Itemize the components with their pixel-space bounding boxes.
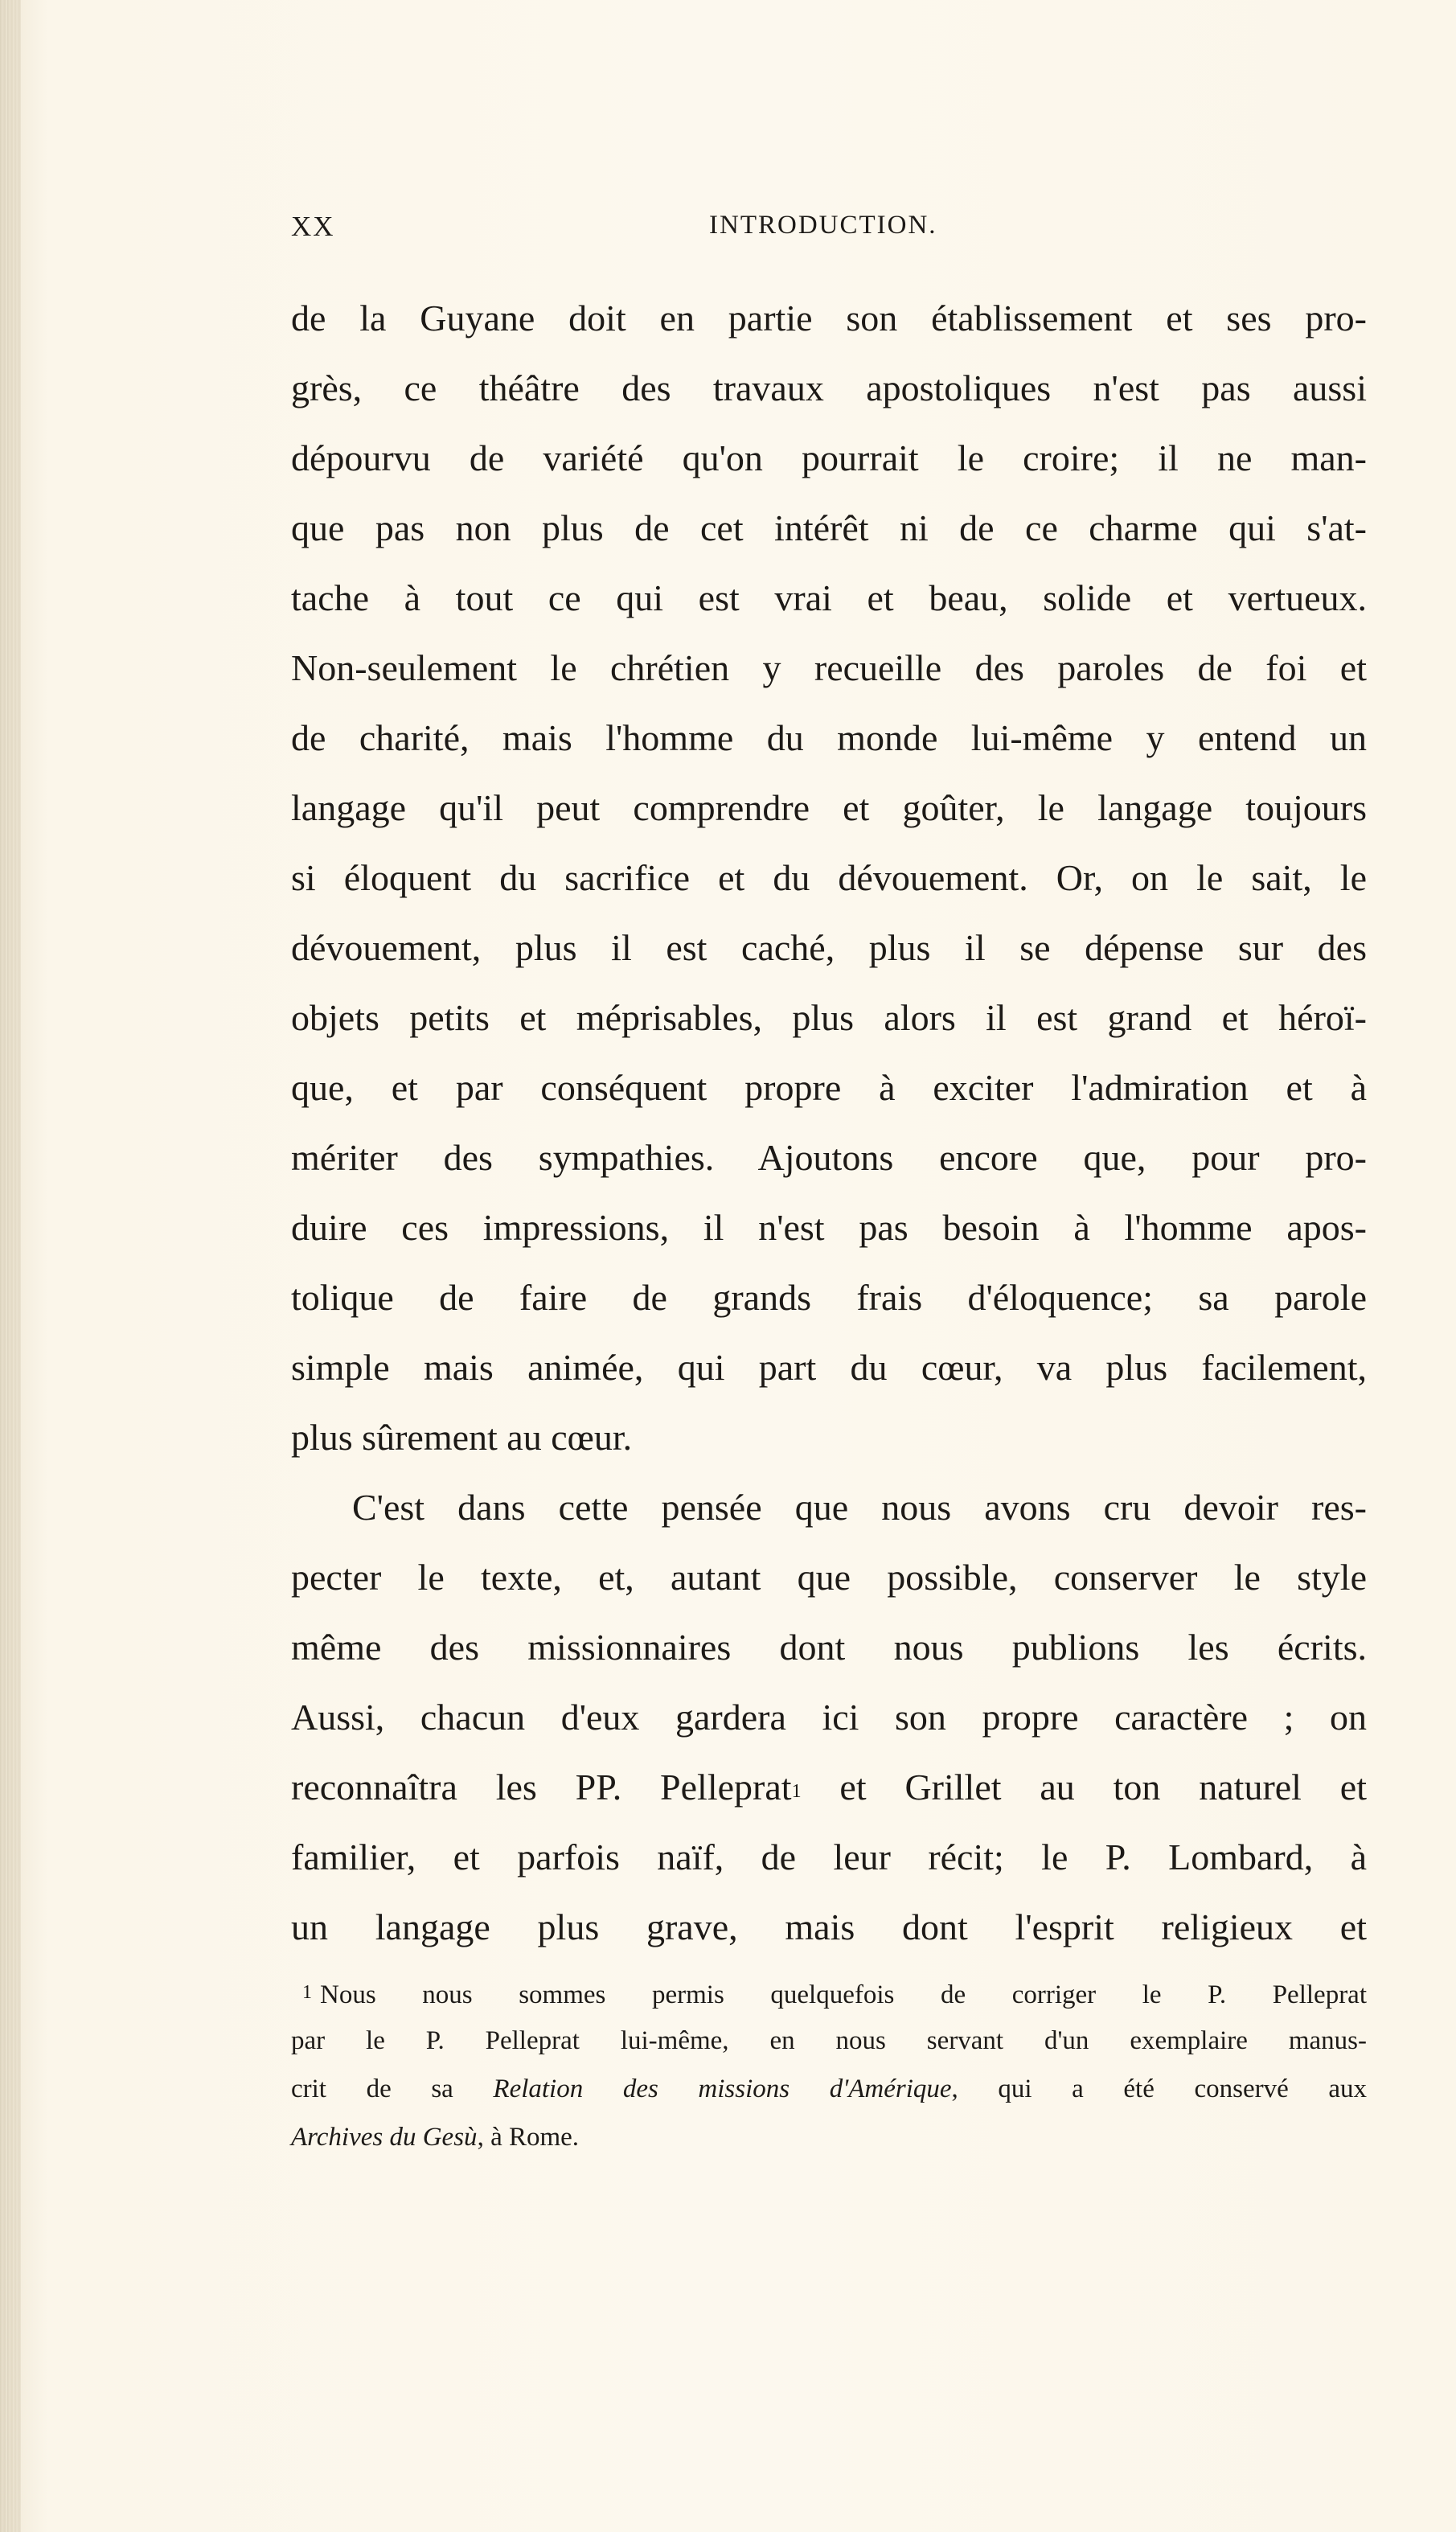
footnote bbox=[291, 1968, 1367, 2161]
text-line: C'est dans cette pensée que nous avons cru devoir res- bbox=[352, 1487, 1367, 1528]
text-line: duire ces impressions, il n'est pas besoin à l'homme apos- bbox=[291, 1207, 1367, 1248]
text-line: si éloquent du sacrifice et du dévouement. Or, on le sait, le bbox=[291, 857, 1367, 898]
footnote-reference: 1 bbox=[791, 1781, 802, 1802]
text-line: tache à tout ce qui est vrai et beau, solide et vertueux. bbox=[291, 577, 1367, 618]
text-line: dépourvu de variété qu'on pourrait le croire; il ne man- bbox=[291, 437, 1367, 478]
footnote-archive-name: Archives du Gesù bbox=[291, 2123, 478, 2152]
footnote-line bbox=[291, 2065, 1367, 2113]
text-line: que pas non plus de cet intérêt ni de ce charme qui s'at- bbox=[291, 507, 1367, 548]
text-line-part: et Grillet au ton naturel et bbox=[801, 1767, 1367, 1808]
text-line: que, et par conséquent propre à exciter l'admiration et à bbox=[291, 1067, 1367, 1108]
footnote-text: , qui a été conservé aux bbox=[951, 2074, 1367, 2103]
footnote-book-title: Relation des missions d'Amérique bbox=[493, 2074, 952, 2103]
text-line: mériter des sympathies. Ajoutons encore que, pour pro- bbox=[291, 1137, 1367, 1178]
body-text bbox=[291, 283, 1367, 1962]
text-line: Aussi, chacun d'eux gardera ici son propre caractère ; on bbox=[291, 1697, 1367, 1738]
text-line: objets petits et méprisables, plus alors il est grand et héroï- bbox=[291, 997, 1367, 1038]
footnote-text: Nous nous sommes permis quelquefois de corriger le P. Pelleprat bbox=[320, 1980, 1367, 2009]
text-line: simple mais animée, qui part du cœur, va plus facilement, bbox=[291, 1347, 1367, 1388]
text-line: langage qu'il peut comprendre et goûter, le langage toujours bbox=[291, 787, 1367, 828]
running-title: INTRODUCTION. bbox=[709, 211, 937, 240]
text-line: même des missionnaires dont nous publions les écrits. bbox=[291, 1627, 1367, 1668]
footnote-text: crit de sa bbox=[291, 2074, 494, 2103]
text-line: de la Guyane doit en partie son établissement et ses pro- bbox=[291, 298, 1367, 339]
footnote-line: par le P. Pelleprat lui-même, en nous servant d'un exemplaire manus- bbox=[291, 2026, 1367, 2055]
running-header bbox=[291, 211, 1367, 251]
text-line bbox=[291, 1752, 1367, 1822]
text-line: Non-seulement le chrétien y recueille des paroles de foi et bbox=[291, 647, 1367, 688]
page-binding-edge bbox=[0, 0, 21, 2532]
text-line: grès, ce théâtre des travaux apostoliques n'est pas aussi bbox=[291, 367, 1367, 408]
text-line: plus sûrement au cœur. bbox=[291, 1417, 633, 1458]
page-number: XX bbox=[291, 211, 335, 242]
text-line-part: reconnaîtra les PP. Pelleprat bbox=[291, 1767, 792, 1808]
footnote-line bbox=[291, 1968, 1367, 2017]
text-line: de charité, mais l'homme du monde lui-même y entend un bbox=[291, 717, 1367, 758]
footnote-text: , à Rome. bbox=[477, 2123, 580, 2152]
footnote-line bbox=[291, 2113, 1367, 2161]
text-line: dévouement, plus il est caché, plus il se dépense sur des bbox=[291, 927, 1367, 968]
footnote-mark: 1 bbox=[302, 1982, 312, 2003]
text-line: familier, et parfois naïf, de leur récit; le P. Lombard, à bbox=[291, 1836, 1367, 1877]
text-line: pecter le texte, et, autant que possible, conserver le style bbox=[291, 1557, 1367, 1598]
text-line: un langage plus grave, mais dont l'esprit religieux et bbox=[291, 1906, 1367, 1947]
text-line: tolique de faire de grands frais d'éloquence; sa parole bbox=[291, 1277, 1367, 1318]
